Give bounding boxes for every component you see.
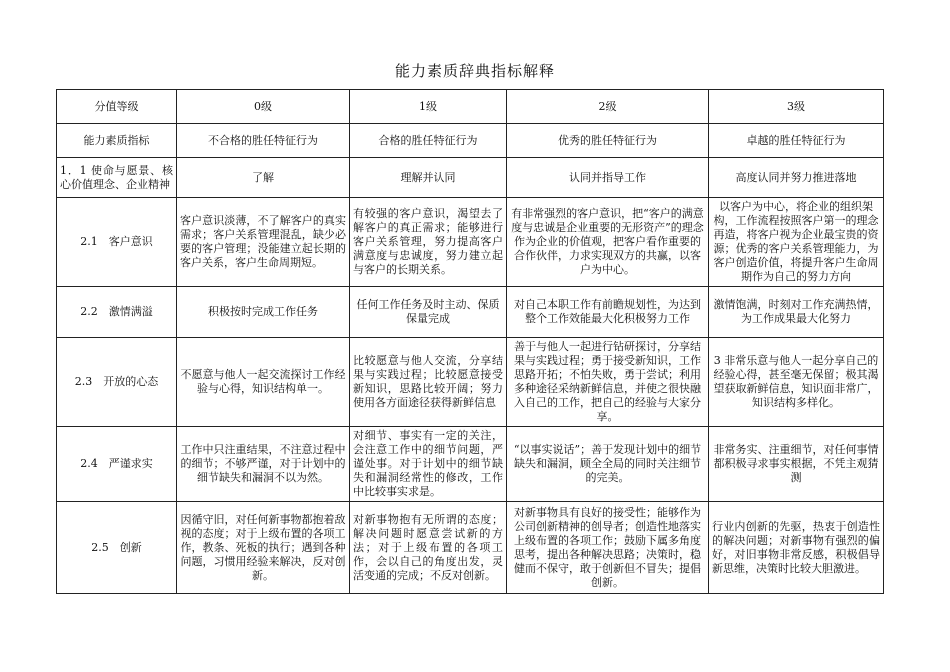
row-label: 2.2 激情满溢	[57, 287, 177, 338]
table-cell: 不愿意与他人一起交流探讨工作经验与心得，知识结构单一。	[177, 338, 350, 427]
page-title: 能力素质辞典指标解释	[394, 62, 555, 80]
table-cell: 对细节、事实有一定的关注，会注意工作中的细节问题，严谨处事。对于计划中的细节缺失和漏洞经常性的修改，工作中比较事实求是。	[350, 427, 507, 502]
category-cell-1: 理解并认同	[350, 158, 507, 198]
table-cell: 积极按时完成工作任务	[177, 287, 350, 338]
row-label: 2.1 客户意识	[57, 198, 177, 287]
table-cell: 任何工作任务及时主动、保质保量完成	[350, 287, 507, 338]
category-cell-0: 了解	[177, 158, 350, 198]
header-cell-level-2: 2级	[507, 90, 709, 124]
table-cell: 工作中只注重结果，不注意过程中的细节；不够严谨，对于计划中的细节缺失和漏洞不以为然。	[177, 427, 350, 502]
table-cell: 有较强的客户意识，渴望去了解客户的真正需求；能够进行客户关系管理，努力提高客户满意度与忠诚度，努力建立起与客户的长期关系。	[350, 198, 507, 287]
header-row	[57, 90, 884, 124]
table-cell: 善于与他人一起进行钻研探讨，分享结果与实践过程；勇于接受新知识，工作思路开拓；不怕失败，勇于尝试；利用多种途径采纳新鲜信息，并使之很快融入自己的工作，把自己的经验与大家分享。	[507, 338, 709, 427]
table-cell: 客户意识淡薄，不了解客户的真实需求；客户关系管理混乱，缺少必要的客户管理；没能建立起长期的客户关系，客户生命周期短。	[177, 198, 350, 287]
category-label: 1．1 使命与愿景、核心价值理念、企业精神	[57, 158, 177, 198]
table-row	[57, 338, 884, 427]
header-cell-label: 分值等级	[57, 90, 177, 124]
table-cell: 以客户为中心，将企业的组织架构，工作流程按照客户第一的理念再造，将客户视为企业最宝贵的资源；优秀的客户关系管理能力，为客户创造价值，将提升客户生命周期作为自己的努力方向	[709, 198, 884, 287]
header-cell-level-3: 3级	[709, 90, 884, 124]
table-cell: 比较愿意与他人交流，分享结果与实践过程；比较愿意接受新知识，思路比较开阔；努力使用各方面途径获得新鲜信息	[350, 338, 507, 427]
subheader-cell-3: 卓越的胜任特征行为	[709, 124, 884, 158]
table-row	[57, 287, 884, 338]
subheader-cell-2: 优秀的胜任特征行为	[507, 124, 709, 158]
subheader-row	[57, 124, 884, 158]
table-cell: 激情饱满，时刻对工作充满热情，为工作成果最大化努力	[709, 287, 884, 338]
category-row	[57, 158, 884, 198]
subheader-cell-1: 合格的胜任特征行为	[350, 124, 507, 158]
table-cell: “以事实说话”；善于发现计划中的细节缺失和漏洞，顾全全局的同时关注细节的完美。	[507, 427, 709, 502]
table-cell: 3 非常乐意与他人一起分享自己的经验心得，甚至毫无保留；极其渴望获取新鲜信息，知识面非常广，知识结构多样化。	[709, 338, 884, 427]
row-label: 2.3 开放的心态	[57, 338, 177, 427]
table-cell: 对新事物具有良好的接受性；能够作为公司创新精神的创导者；创造性地落实上级布置的各项工作；鼓励下属多角度思考，提出各种解决思路；决策时，稳健而不保守，敢于创新但不冒失；提倡创新。	[507, 502, 709, 594]
row-label: 2.4 严谨求实	[57, 427, 177, 502]
category-cell-2: 认同并指导工作	[507, 158, 709, 198]
table-cell: 因循守旧，对任何新事物都抱着敌视的态度；对于上级布置的各项工作，教条、死板的执行；遇到各种问题，习惯用经验来解决，反对创新。	[177, 502, 350, 594]
table-cell: 对自己本职工作有前瞻规划性，为达到整个工作效能最大化积极努力工作	[507, 287, 709, 338]
table-row	[57, 198, 884, 287]
table-cell: 行业内创新的先驱，热衷于创造性的解决问题；对新事物有强烈的偏好，对旧事物非常反感，积极倡导新思维，决策时比较大胆激进。	[709, 502, 884, 594]
subheader-cell-label: 能力素质指标	[57, 124, 177, 158]
header-cell-level-0: 0级	[177, 90, 350, 124]
category-cell-3: 高度认同并努力推进落地	[709, 158, 884, 198]
subheader-cell-0: 不合格的胜任特征行为	[177, 124, 350, 158]
header-cell-level-1: 1级	[350, 90, 507, 124]
table-cell: 对新事物抱有无所谓的态度；解决问题时愿意尝试新的方法；对于上级布置的各项工作，会以自己的角度出发，灵活变通的完成；不反对创新。	[350, 502, 507, 594]
table-cell: 非常务实、注重细节，对任何事情都积极寻求事实根据，不凭主观猜测	[709, 427, 884, 502]
table-cell: 有非常强烈的客户意识，把“客户的满意度与忠诚是企业重要的无形资产”的理念作为企业的价值观，把客户看作重要的合作伙伴，力求实现双方的共赢，以客户为中心。	[507, 198, 709, 287]
table-row	[57, 502, 884, 594]
row-label: 2.5 创新	[57, 502, 177, 594]
table-row	[57, 427, 884, 502]
competency-table	[56, 89, 884, 594]
